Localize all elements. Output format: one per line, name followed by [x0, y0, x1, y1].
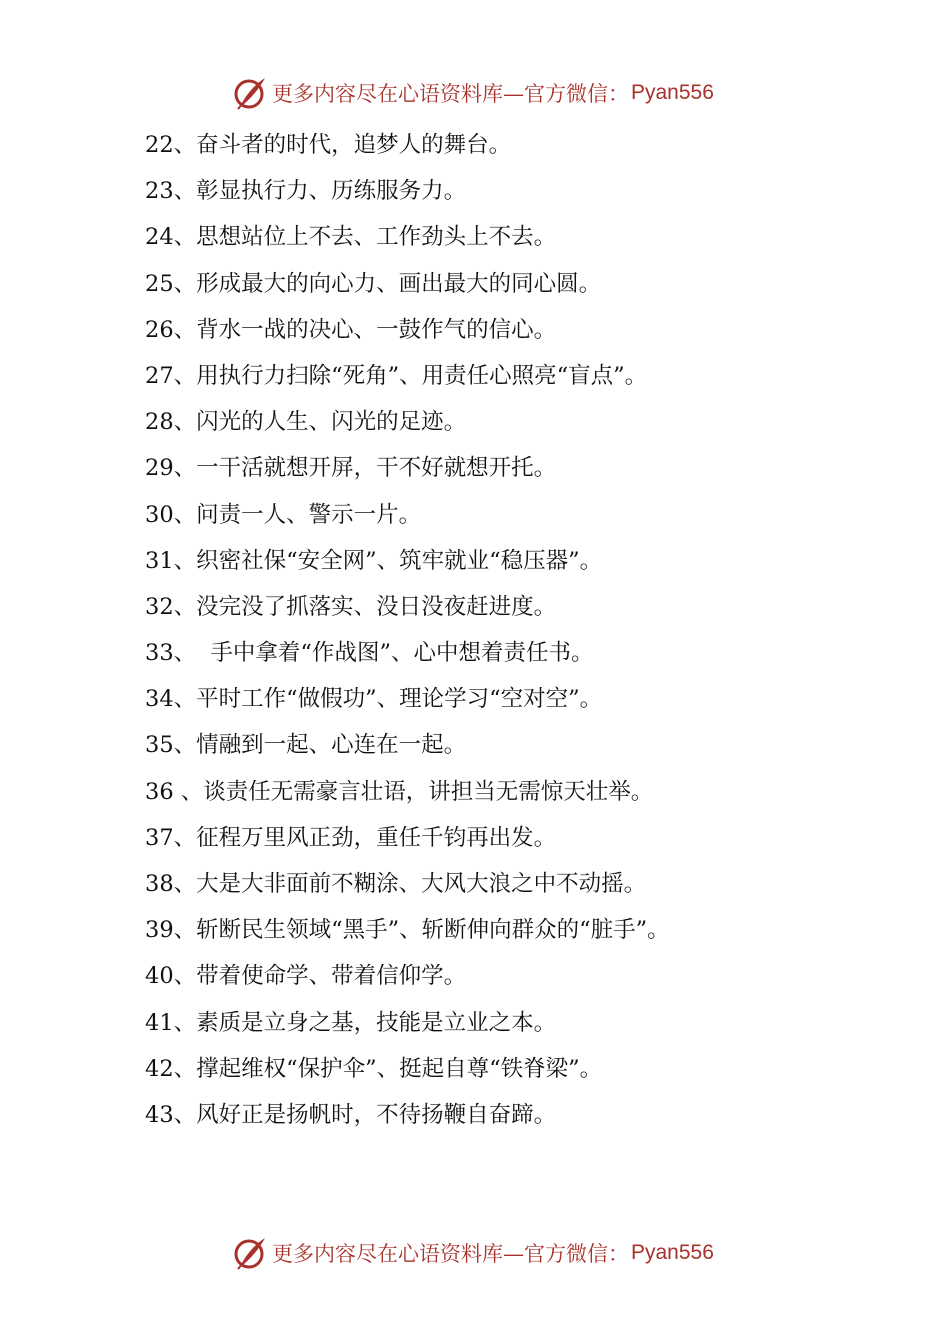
list-item: 29、一干活就想开屏，干不好就想开托。: [145, 455, 557, 482]
header-wechat-id: Pyan556: [631, 81, 714, 104]
list-item: 26、背水一战的决心、一鼓作气的信心。: [145, 316, 557, 343]
list-item: 42、撑起维权“保护伞”、挺起自尊“铁脊梁”。: [145, 1055, 603, 1082]
list-item: 38、大是大非面前不糊涂、大风大浪之中不动摇。: [145, 871, 647, 897]
footer-banner: [232, 1233, 714, 1273]
quill-pen-logo-icon: [232, 75, 268, 111]
list-item: 40、带着使命学、带着信仰学。: [145, 963, 467, 990]
list-item: 37、征程万里风正劲，重任千钧再出发。: [145, 824, 557, 851]
list-item: 23、彰显执行力、历练服务力。: [145, 178, 467, 205]
header-banner: [232, 73, 714, 113]
list-item: 43、风好正是扬帆时，不待扬鞭自奋蹄。: [145, 1101, 557, 1128]
list-item: 36 、谈责任无需豪言壮语，讲担当无需惊天壮举。: [145, 778, 654, 805]
list-item: 32、没完没了抓落实、没日没夜赶进度。: [145, 593, 557, 620]
list-item: 25、形成最大的向心力、画出最大的同心圆。: [145, 270, 602, 297]
quill-pen-logo-icon: [232, 1235, 268, 1271]
list-item: 31、织密社保“安全网”、筑牢就业“稳压器”。: [145, 547, 603, 574]
list-item: 34、平时工作“做假功”、理论学习“空对空”。: [145, 686, 603, 713]
footer-banner-text: 更多内容尽在心语资料库—官方微信：: [272, 1242, 629, 1266]
header-banner-text: 更多内容尽在心语资料库—官方微信：: [272, 82, 629, 106]
list-item: 27、用执行力扫除“死角”、用责任心照亮“盲点”。: [145, 362, 648, 389]
list-item: 33、 手中拿着“作战图”、心中想着责任书。: [145, 640, 594, 667]
list-item: 35、情融到一起、心连在一起。: [145, 732, 467, 759]
list-item: 28、闪光的人生、闪光的足迹。: [145, 409, 467, 436]
list-item: 39、斩断民生领域“黑手”、斩断伸向群众的“脏手”。: [145, 917, 670, 944]
list-item: 41、素质是立身之基，技能是立业之本。: [145, 1009, 557, 1036]
footer-wechat-id: Pyan556: [631, 1241, 714, 1264]
list-item: 22、奋斗者的时代，追梦人的舞台。: [145, 132, 512, 158]
slogan-list: [145, 122, 865, 1138]
list-item: 24、思想站位上不去、工作劲头上不去。: [145, 224, 557, 251]
list-item: 30、问责一人、警示一片。: [145, 501, 422, 528]
